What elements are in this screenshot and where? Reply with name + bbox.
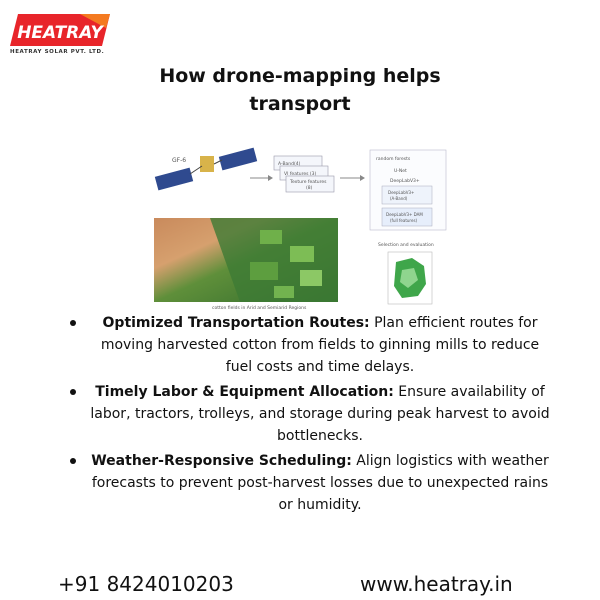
bullet-dot-icon: [70, 320, 76, 326]
bullet-dot-icon: [70, 458, 76, 464]
title-line-2: transport: [249, 93, 351, 115]
box-bottom-label-1: Texture features: [290, 180, 327, 185]
model-4: (A-Band): [390, 196, 408, 201]
aerial-field-image: [154, 218, 338, 302]
model-5: DeepLabV3+ DAM: [386, 212, 423, 217]
bullet-item-routes: [60, 312, 550, 378]
bullet-text: Plan efficient routes for moving harvested cotton from fields to ginning mills to reduce fuel costs and time delays.: [100, 315, 540, 375]
box-mid-label: VI features (3): [284, 172, 317, 177]
bullet-heading: Timely Labor & Equipment Allocation:: [95, 384, 394, 400]
bullet-text: Align logistics with weather forecasts to prevent post-harvest losses due to unexpected rains or humidity.: [91, 453, 549, 513]
bullet-item-labor: [60, 381, 550, 447]
model-1: U-Net: [394, 169, 407, 174]
box-bottom-label-2: (8): [306, 186, 313, 191]
title-line-1: How drone-mapping helps: [159, 65, 441, 87]
phone-number[interactable]: +91 8424010203: [58, 572, 234, 596]
bullet-heading: Optimized Transportation Routes:: [102, 315, 370, 331]
bullet-heading: Weather-Responsive Scheduling:: [91, 453, 352, 469]
result-map: [388, 252, 432, 304]
figure-caption: cotton fields in Arid and Semiarid Regions: [212, 306, 307, 311]
selection-label: Selection and evaluation: [378, 243, 434, 248]
bullet-text: Ensure availability of labor, tractors, trolleys, and storage during peak harvest to avoid bottlenecks.: [90, 384, 550, 444]
bullet-item-weather: [60, 450, 550, 516]
website-link[interactable]: www.heatray.in: [360, 572, 513, 596]
model-title: random forests: [376, 157, 411, 162]
satellite-icon: [155, 148, 257, 191]
box-top-label: A-Band(4): [278, 162, 301, 167]
satellite-label: GF-6: [172, 157, 187, 164]
drone-mapping-figure: [150, 146, 450, 312]
model-2: DeepLabV3+: [390, 179, 420, 184]
brand-subtitle: HEATRAY SOLAR PVT. LTD.: [10, 49, 105, 55]
bullet-dot-icon: [70, 389, 76, 395]
model-3: DeepLabV3+: [388, 190, 415, 195]
page-title: [100, 62, 500, 118]
bullet-list: [60, 312, 550, 519]
brand-logo: [10, 12, 110, 62]
brand-name: HEATRAY: [17, 23, 103, 43]
model-6: (full features): [390, 218, 418, 223]
